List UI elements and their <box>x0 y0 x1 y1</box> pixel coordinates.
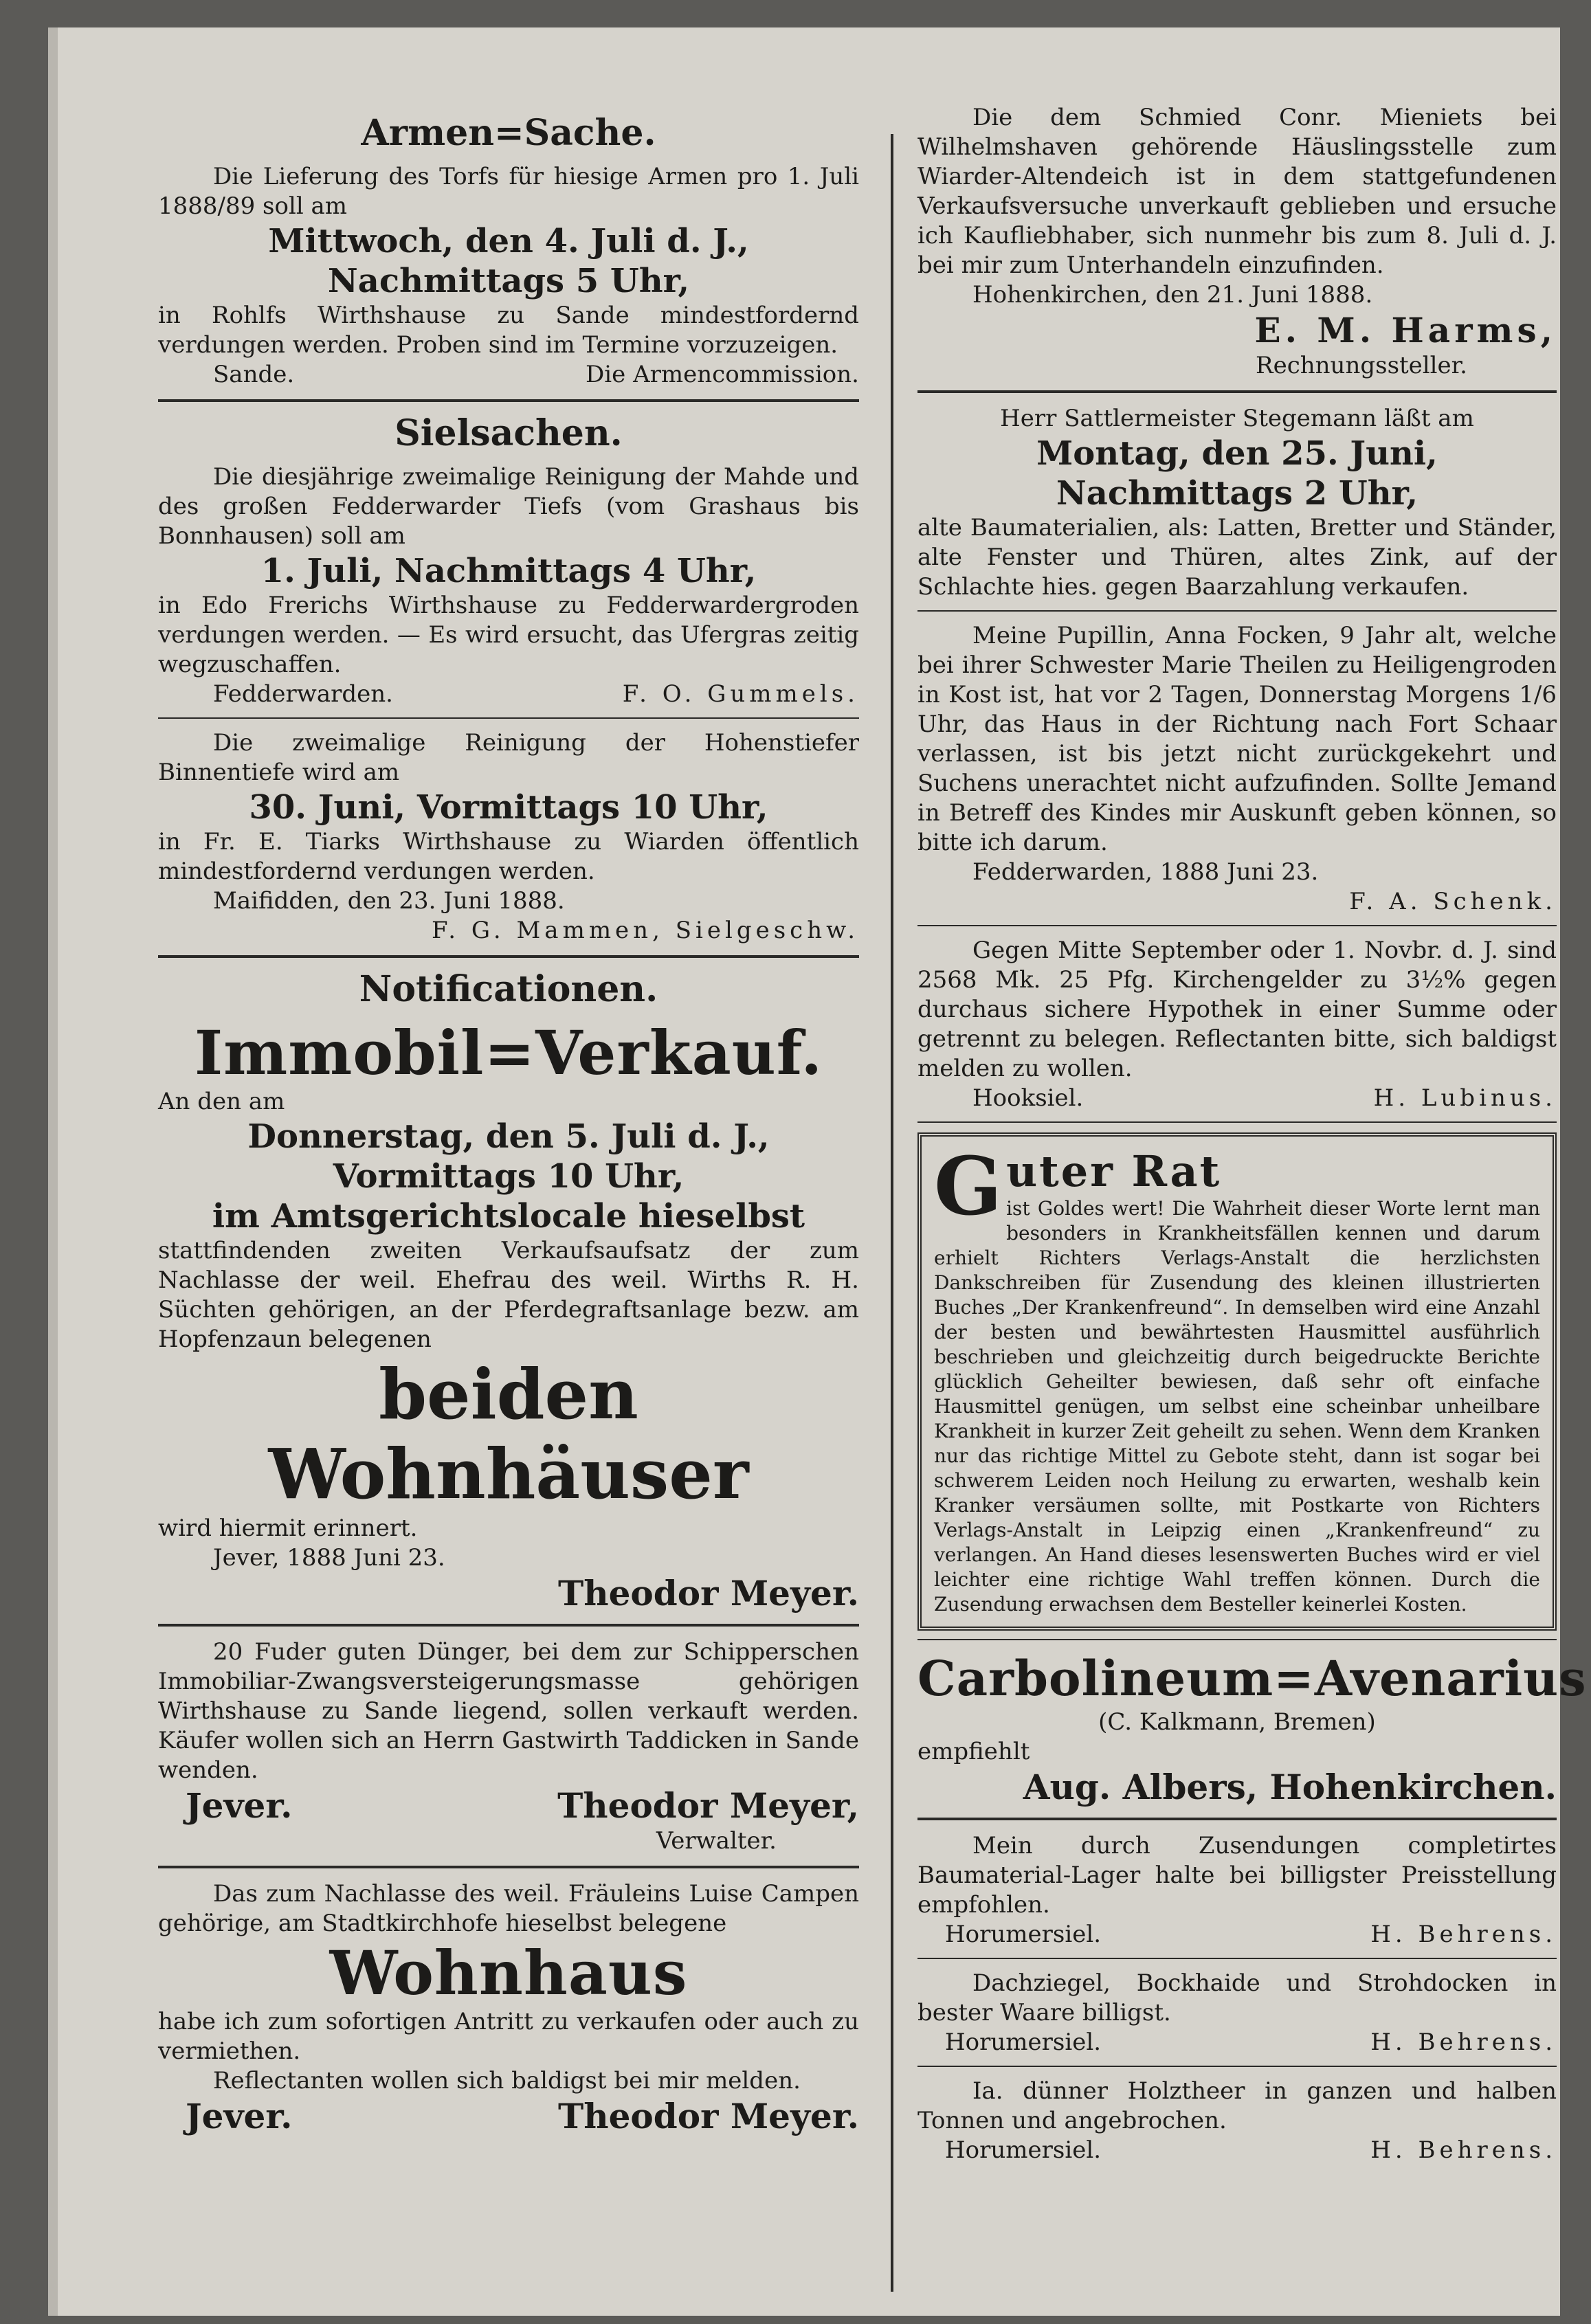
left-column <box>158 103 859 2137</box>
ad-text: Dachziegel, Bockhaide und Strohdocken in bester Waare billigst. <box>917 1969 1557 2026</box>
ad-armen-sache <box>158 113 859 390</box>
ad-place: Sande. <box>213 361 295 388</box>
ad-signature-line <box>158 680 859 709</box>
ad-notificationen <box>158 969 859 1614</box>
ad-mieniets <box>917 103 1557 381</box>
ad-signer-role: Rechnungssteller. <box>1256 352 1467 379</box>
ad-place: Horumersiel. <box>945 2136 1102 2164</box>
ad-text: empfiehlt <box>917 1738 1030 1765</box>
ad-signer: F. O. Gummels. <box>622 680 859 708</box>
column-divider <box>891 134 893 2292</box>
ad-text: An den am <box>158 1088 285 1115</box>
ad-text: in Fr. E. Tiarks Wirthshause zu Wiarden öffentlich mindestfordernd verdungen werden. <box>158 828 859 885</box>
ad-text: Mein durch Zusendungen completirtes Baumaterial-Lager halte bei billigster Preisstellung empfohlen. <box>917 1832 1557 1919</box>
ad-hohenstief <box>158 728 859 946</box>
ad-behrens-baumaterial <box>917 1831 1557 1949</box>
ad-date: 30. Juni, Vormittags 10 Uhr, <box>249 788 768 827</box>
ad-text: alte Baumaterialien, als: Latten, Bretter und Ständer, alte Fenster und Thüren, altes Zink, auf der Schlachte hies. gegen Baarzahlung verkaufen. <box>917 514 1557 601</box>
ad-signature-line <box>917 1084 1557 1113</box>
ad-text: Gegen Mitte September oder 1. Novbr. d. J. sind 2568 Mk. 25 Pfg. Kirchengelder zu 3½% gegen durchaus sichere Hypothek in einer Summe oder getrennt zu belegen. Reflectanten bitte, sich baldigst melden zu wollen. <box>917 937 1557 1082</box>
ad-text: Meine Pupillin, Anna Focken, 9 Jahr alt, welche bei ihrer Schwester Marie Theilen zu Heiligengroden in Kost ist, hat vor 2 Tagen, Donnerstag Morgens 1/6 Uhr, das Haus in der Richtung nach Fort Schaar verlassen, ist bis jetzt nicht zurückgekehrt und Suchens unerachtet nicht aufzufinden. Sollte Jemand in Betreff des Kindes mir Auskunft geben können, so bitte ich darum. <box>917 622 1557 856</box>
ad-text: wird hiermit erinnert. <box>158 1515 418 1542</box>
ad-separator <box>158 955 859 958</box>
ad-signer: Theodor Meyer. <box>558 2096 859 2136</box>
ad-separator <box>917 2066 1557 2067</box>
ad-separator <box>917 1121 1557 1123</box>
ad-text: Das zum Nachlasse des weil. Fräuleins Luise Campen gehörige, am Stadtkirchhofe hieselbst belegene <box>158 1880 859 1937</box>
ad-text: Ia. dünner Holztheer in ganzen und halben Tonnen und angebrochen. <box>917 2077 1557 2134</box>
ad-signature-line <box>158 2096 859 2137</box>
ad-signer: H. Behrens. <box>1370 1921 1557 1948</box>
ad-signer: F. A. Schenk. <box>1349 888 1557 915</box>
right-column <box>917 103 1587 2165</box>
ad-object: beiden Wohnhäuser <box>268 1354 749 1515</box>
ad-text: Die diesjährige zweimalige Reinigung der Mahde und des großen Fedderwarder Tiefs (vom Grashaus bis Bonnhausen) soll am <box>158 463 859 550</box>
ad-heading: Armen=Sache. <box>361 112 656 154</box>
ad-signature-line <box>917 1920 1557 1949</box>
ad-text: in Rohlfs Wirthshause zu Sande mindestfordernd verdungen werden. Proben sind im Termine vorzuzeigen. <box>158 302 859 359</box>
ad-place: Hooksiel. <box>972 1084 1084 1112</box>
ad-signature-line <box>158 1785 859 1826</box>
ad-signer-role: Verwalter. <box>656 1827 777 1855</box>
ad-guter-rat-box <box>917 1132 1557 1631</box>
ad-separator <box>158 717 859 719</box>
ad-location: im Amtsgerichtslocale hieselbst <box>212 1197 805 1236</box>
ad-signer: F. G. Mammen, Sielgeschw. <box>432 917 859 944</box>
ad-behrens-dachziegel <box>917 1969 1557 2057</box>
ad-signature-line <box>917 2028 1557 2057</box>
ad-text: in Edo Frerichs Wirthshause zu Fedderwardergroden verdungen werden. — Es wird ersucht, das Ufergras zeitig wegzuschaffen. <box>158 592 859 678</box>
ad-date: Mittwoch, den 4. Juli d. J., <box>268 222 749 260</box>
drop-initial: G <box>934 1140 1003 1233</box>
ad-text: Herr Sattlermeister Stegemann läßt am <box>1000 405 1474 432</box>
ad-text: habe ich zum sofortigen Antritt zu verkaufen oder auch zu vermiethen. <box>158 2008 859 2065</box>
ad-text: Reflectanten wollen sich baldigst bei mir melden. <box>213 2067 801 2094</box>
section-heading: Notificationen. <box>359 968 658 1010</box>
ad-signer: Die Armencommission. <box>586 361 859 388</box>
ad-date: 1. Juli, Nachmittags 4 Uhr, <box>260 552 757 590</box>
ad-place: Jever. <box>186 1785 293 1826</box>
ad-date: Donnerstag, den 5. Juli d. J., <box>247 1117 770 1156</box>
ad-separator <box>917 1639 1557 1640</box>
ad-signer: H. Behrens. <box>1370 2136 1557 2164</box>
ad-text: ist Goldes wert! Die Wahrheit dieser Worte lernt man besonders in Krankheitsfällen kennen und darum erhielt Richters Verlags-Anstalt die herzlichsten Dankschreiben für Zusendung des kleinen illustrierten Buches „Der Krankenfreund“. In demselben wird eine Anzahl der besten und bewährtesten Hausmittel ausführlich beschrieben und gleichzeitig durch beigedruckte Berichte glücklich Geheilter bewiesen, daß sehr oft einfache Hausmittel genügen, um selbst eine scheinbar unheilbare Krankheit in kurzer Zeit geheilt zu sehen. Wenn dem Kranken nur das richtige Mittel zu Gebote steht, dann ist sogar bei schwerem Leiden noch Heilung zu erwarten, weshalb kein Kranker versäumen sollte, mit Postkarte von Richters Verlags-Anstalt in Leipzig einen „Krankenfreund“ zu verlangen. An Hand dieses lesenswerten Buches wird er viel leichter eine richtige Wahl treffen können. Durch die Zusendung erwachsen dem Besteller keinerlei Kosten. <box>934 1197 1540 1616</box>
ad-dateline: Jever, 1888 Juni 23. <box>213 1544 445 1572</box>
ad-dateline: Maifidden, den 23. Juni 1888. <box>213 887 565 915</box>
ad-place: Horumersiel. <box>945 1921 1102 1948</box>
ad-separator <box>158 1866 859 1868</box>
ad-wohnhaus <box>158 1879 859 2137</box>
ad-signer: Theodor Meyer, <box>557 1785 859 1826</box>
ad-place: Fedderwarden. <box>213 680 393 708</box>
ad-dateline: Fedderwarden, 1888 Juni 23. <box>972 858 1319 886</box>
ad-separator <box>158 399 859 402</box>
ad-behrens-holztheer <box>917 2077 1557 2165</box>
ad-place: Horumersiel. <box>945 2029 1102 2056</box>
ad-subtitle: (C. Kalkmann, Bremen) <box>1098 1708 1376 1736</box>
ad-title: Immobil=Verkauf. <box>194 1017 823 1088</box>
ad-carbolineum <box>917 1650 1587 1808</box>
ad-text: Die dem Schmied Conr. Mieniets bei Wilhelmshaven gehörende Häuslingsstelle zum Wiarder-Altendeich ist in dem stattgefundenen Verkaufsversuche unverkauft geblieben und ersuche ich Kaufliebhaber, sich nunmehr bis zum 8. Juli d. J. bei mir zum Unterhandeln einzufinden. <box>917 104 1557 279</box>
ad-title: Carbolineum=Avenarius <box>917 1650 1587 1707</box>
ad-time: Nachmittags 5 Uhr, <box>327 262 690 300</box>
ad-date: Montag, den 25. Juni, <box>1036 434 1438 473</box>
ad-kirchengelder <box>917 936 1557 1113</box>
ad-signature-line <box>917 2136 1557 2165</box>
ad-dateline: Hohenkirchen, den 21. Juni 1888. <box>972 281 1373 309</box>
ad-separator <box>917 925 1557 926</box>
ad-text: stattfindenden zweiten Verkaufsaufsatz der zum Nachlasse der weil. Ehefrau des weil. Wirths R. H. Süchten gehörigen, an der Pferdegraftsanlage bezw. am Hopfenzaun belegenen <box>158 1237 859 1353</box>
ad-time: Vormittags 10 Uhr, <box>333 1157 685 1196</box>
ad-title: Wohnhaus <box>329 1937 688 2009</box>
ad-stegemann <box>917 404 1557 602</box>
ad-text: Die zweimalige Reinigung der Hohenstiefer Binnentiefe wird am <box>158 729 859 786</box>
ad-separator <box>917 1958 1557 1959</box>
ad-duenger <box>158 1638 859 1856</box>
ad-signer: Theodor Meyer. <box>558 1573 859 1613</box>
page-edge <box>48 27 58 2316</box>
ad-separator <box>917 610 1557 612</box>
ad-signature-line <box>158 360 859 390</box>
ad-signer: E. M. Harms, <box>1254 310 1557 350</box>
ad-sielsachen <box>158 413 859 709</box>
ad-signer: Aug. Albers, Hohenkirchen. <box>1023 1767 1557 1807</box>
ad-signer: H. Behrens. <box>1370 2029 1557 2056</box>
ad-title: uter Rat <box>1006 1146 1222 1196</box>
ad-text: 20 Fuder guten Dünger, bei dem zur Schipperschen Immobiliar-Zwangsversteigerungsmasse gehörigen Wirthshause zu Sande liegend, sollen verkauft werden. Käufer wollen sich an Herrn Gastwirth Taddicken in Sande wenden. <box>158 1638 859 1784</box>
ad-separator <box>917 1818 1557 1820</box>
ad-place: Jever. <box>186 2096 293 2136</box>
ad-signer: H. Lubinus. <box>1373 1084 1557 1112</box>
ad-pupillin <box>917 621 1557 917</box>
ad-separator <box>158 1624 859 1627</box>
ad-separator <box>917 390 1557 393</box>
ad-time: Nachmittags 2 Uhr, <box>1056 474 1418 513</box>
ad-heading: Sielsachen. <box>394 412 623 454</box>
ad-text: Die Lieferung des Torfs für hiesige Armen pro 1. Juli 1888/89 soll am <box>158 163 859 220</box>
